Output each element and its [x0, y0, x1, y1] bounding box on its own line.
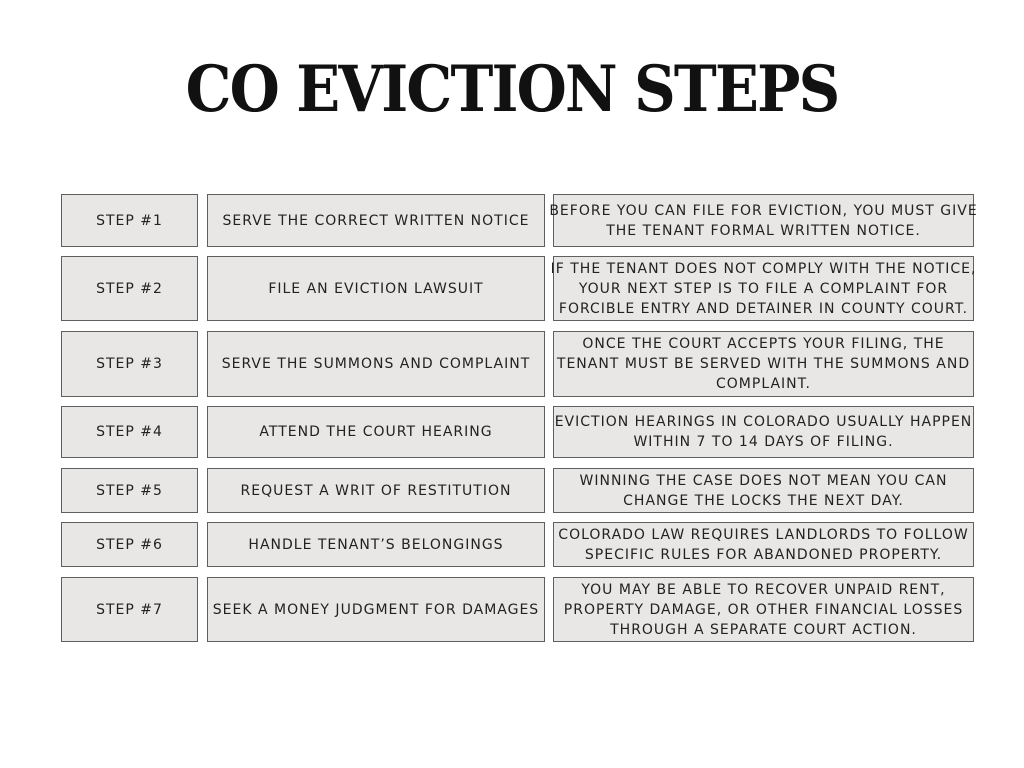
step-description	[550, 256, 977, 321]
description-line: COLORADO LAW REQUIRES LANDLORDS TO FOLLOW	[558, 526, 969, 543]
description-line: WITHIN 7 TO 14 DAYS OF FILING.	[633, 434, 894, 450]
page-title: CO EVICTION STEPS	[185, 52, 839, 127]
step-action: HANDLE TENANT’S BELONGINGS	[207, 522, 545, 567]
description-line: FORCIBLE ENTRY AND DETAINER IN COUNTY COURT.	[558, 300, 969, 317]
step-description	[553, 406, 974, 458]
step-description	[553, 522, 974, 567]
step-description	[549, 194, 978, 247]
description-line: THROUGH A SEPARATE COURT ACTION.	[610, 621, 917, 638]
step-label: STEP #5	[61, 468, 198, 513]
description-line: IF THE TENANT DOES NOT COMPLY WITH THE NOTICE,	[550, 260, 977, 277]
step-action: SERVE THE SUMMONS AND COMPLAINT	[207, 331, 545, 397]
description-line: EVICTION HEARINGS IN COLORADO USUALLY HAPPEN	[554, 414, 973, 430]
step-description-text	[555, 412, 973, 452]
description-line: THE TENANT FORMAL WRITTEN NOTICE.	[606, 222, 921, 239]
step-description-text	[557, 334, 970, 394]
step-label: STEP #7	[61, 577, 198, 642]
step-label: STEP #4	[61, 406, 198, 458]
description-line: TENANT MUST BE SERVED WITH THE SUMMONS AND	[556, 356, 971, 372]
step-description-text	[558, 525, 968, 565]
step-action: ATTEND THE COURT HEARING	[207, 406, 545, 458]
description-line: YOUR NEXT STEP IS TO FILE A COMPLAINT FOR	[578, 280, 949, 297]
step-action: REQUEST A WRIT OF RESTITUTION	[207, 468, 545, 513]
description-line: WINNING THE CASE DOES NOT MEAN YOU CAN	[579, 472, 948, 489]
description-line: YOU MAY BE ABLE TO RECOVER UNPAID RENT,	[581, 581, 946, 598]
step-action: FILE AN EVICTION LAWSUIT	[207, 256, 545, 321]
step-description-text	[549, 201, 977, 241]
step-action: SERVE THE CORRECT WRITTEN NOTICE	[207, 194, 545, 247]
description-line: BEFORE YOU CAN FILE FOR EVICTION, YOU MUST GIVE	[549, 202, 978, 219]
step-description-text	[580, 471, 948, 511]
step-action: SEEK A MONEY JUDGMENT FOR DAMAGES	[207, 577, 545, 642]
step-description-text	[564, 580, 963, 640]
step-label: STEP #2	[61, 256, 198, 321]
description-line: SPECIFIC RULES FOR ABANDONED PROPERTY.	[584, 546, 943, 563]
step-label: STEP #3	[61, 331, 198, 397]
step-description	[553, 468, 974, 513]
step-label: STEP #1	[61, 194, 198, 247]
step-description	[553, 331, 974, 397]
description-line: COMPLAINT.	[716, 376, 811, 392]
step-description-text	[551, 259, 977, 319]
step-label: STEP #6	[61, 522, 198, 567]
description-line: ONCE THE COURT ACCEPTS YOUR FILING, THE	[582, 336, 945, 352]
description-line: PROPERTY DAMAGE, OR OTHER FINANCIAL LOSSES	[563, 601, 964, 618]
description-line: CHANGE THE LOCKS THE NEXT DAY.	[623, 492, 904, 509]
step-description	[553, 577, 974, 642]
